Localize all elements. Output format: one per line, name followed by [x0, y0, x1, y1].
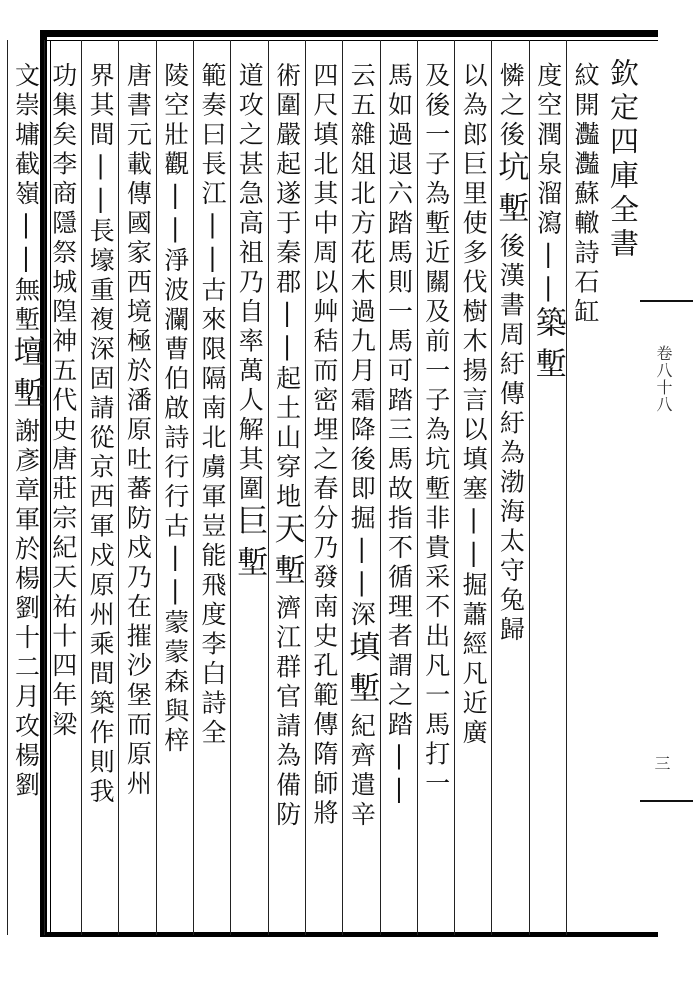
column-rule: [44, 40, 45, 935]
body-text: 紀齊遣辛: [347, 712, 377, 831]
column-rule: [342, 40, 343, 935]
text-column: [197, 62, 227, 749]
body-text: 四尺填北其中周以艸秸而密埋之春分乃發: [309, 62, 339, 593]
text-column: [309, 62, 339, 829]
body-text: 及後一子為塹近關及前一子為坑塹非貴采不出凡一馬打一: [421, 62, 451, 800]
page-number: 三: [652, 755, 671, 771]
column-rule: [193, 40, 194, 935]
body-text: 度空潤泉溜瀉||: [533, 62, 563, 306]
text-column: [343, 62, 380, 831]
text-column: [85, 62, 115, 808]
body-text: 云五雜俎北方花木過九月霜降後即掘||深: [347, 62, 377, 631]
body-text: 南史孔範傳隋師將: [309, 593, 339, 829]
body-text: 紋開灎灎蘇轍詩石缸: [571, 62, 600, 328]
body-text: 術圍嚴起遂于秦郡||起土山穿地: [272, 62, 302, 513]
column-rule: [454, 40, 455, 935]
text-column: [421, 62, 451, 800]
column-rule: [491, 40, 492, 935]
headword: 天塹: [268, 512, 305, 595]
body-text: 陵空壯觀||淨波瀾曹伯啟詩行行古||蒙蒙森與梓: [160, 62, 190, 757]
column-rule: [81, 40, 82, 935]
column-rule: [230, 40, 231, 935]
body-text: 謝彥章軍於楊劉十二月攻楊劉: [11, 417, 41, 801]
text-column: [7, 62, 44, 801]
text-column: [529, 62, 566, 388]
text-column: [570, 62, 600, 328]
text-column: [384, 62, 414, 808]
text-column: [231, 62, 268, 587]
headword: 填塹: [343, 630, 380, 713]
column-rule: [417, 40, 418, 935]
body-text: 巨里使多伐樹木揚言以填塞||掘蕭經凡近廣: [459, 150, 489, 749]
text-column: [268, 62, 305, 831]
column-rule: [380, 40, 381, 935]
column-rule: [566, 40, 567, 935]
headword: 築塹: [529, 306, 566, 388]
body-text: 界其間||長壕重複深固請從京西軍戍原州乘間築作則我: [86, 62, 116, 808]
body-text: 文崇墉截嶺||無塹: [11, 62, 41, 336]
text-column: [48, 62, 78, 741]
body-text: 濟江群官請為備防: [272, 594, 302, 831]
border-top-thick: [40, 30, 658, 37]
body-text: 功集矣李商隱祭城隍神: [48, 62, 78, 357]
column-rule: [156, 40, 157, 935]
body-text: 憐之後: [496, 62, 526, 151]
body-text: 範奏曰長江||古來限隔南北虜軍豈能飛度李白詩全: [198, 62, 227, 749]
body-text: 後漢書周紆傳紆為渤海太守兔歸: [496, 232, 526, 646]
margin-separator: [640, 800, 693, 802]
column-rule: [118, 40, 119, 935]
body-text: 以為郎: [459, 62, 489, 151]
body-text: 五代史唐莊宗紀天祐十四年梁: [48, 357, 78, 741]
volume-label: 卷八十八: [654, 345, 673, 413]
column-rule: [268, 40, 269, 935]
book-title: 欽定四庫全書: [606, 58, 640, 262]
column-rule: [7, 40, 8, 935]
headword: 壇塹: [7, 335, 44, 418]
body-text: 唐書元載傳國家西境極於潘原吐蕃防戍乃在摧沙堡而原州: [123, 62, 153, 800]
text-column: [122, 62, 152, 800]
body-text: 道攻之甚急高祖乃自率萬人解其圍: [235, 62, 265, 505]
text-column: [458, 62, 488, 749]
column-rule: [529, 40, 530, 935]
headword: 坑塹: [492, 150, 529, 233]
text-column: [160, 62, 190, 757]
column-rule: [305, 40, 306, 935]
headword: 巨塹: [231, 504, 268, 587]
body-text: 馬如過退六踏馬則一馬可踏三馬故指不循理者謂之踏||: [384, 62, 414, 808]
margin-separator: [640, 300, 693, 302]
text-column: [492, 62, 529, 646]
